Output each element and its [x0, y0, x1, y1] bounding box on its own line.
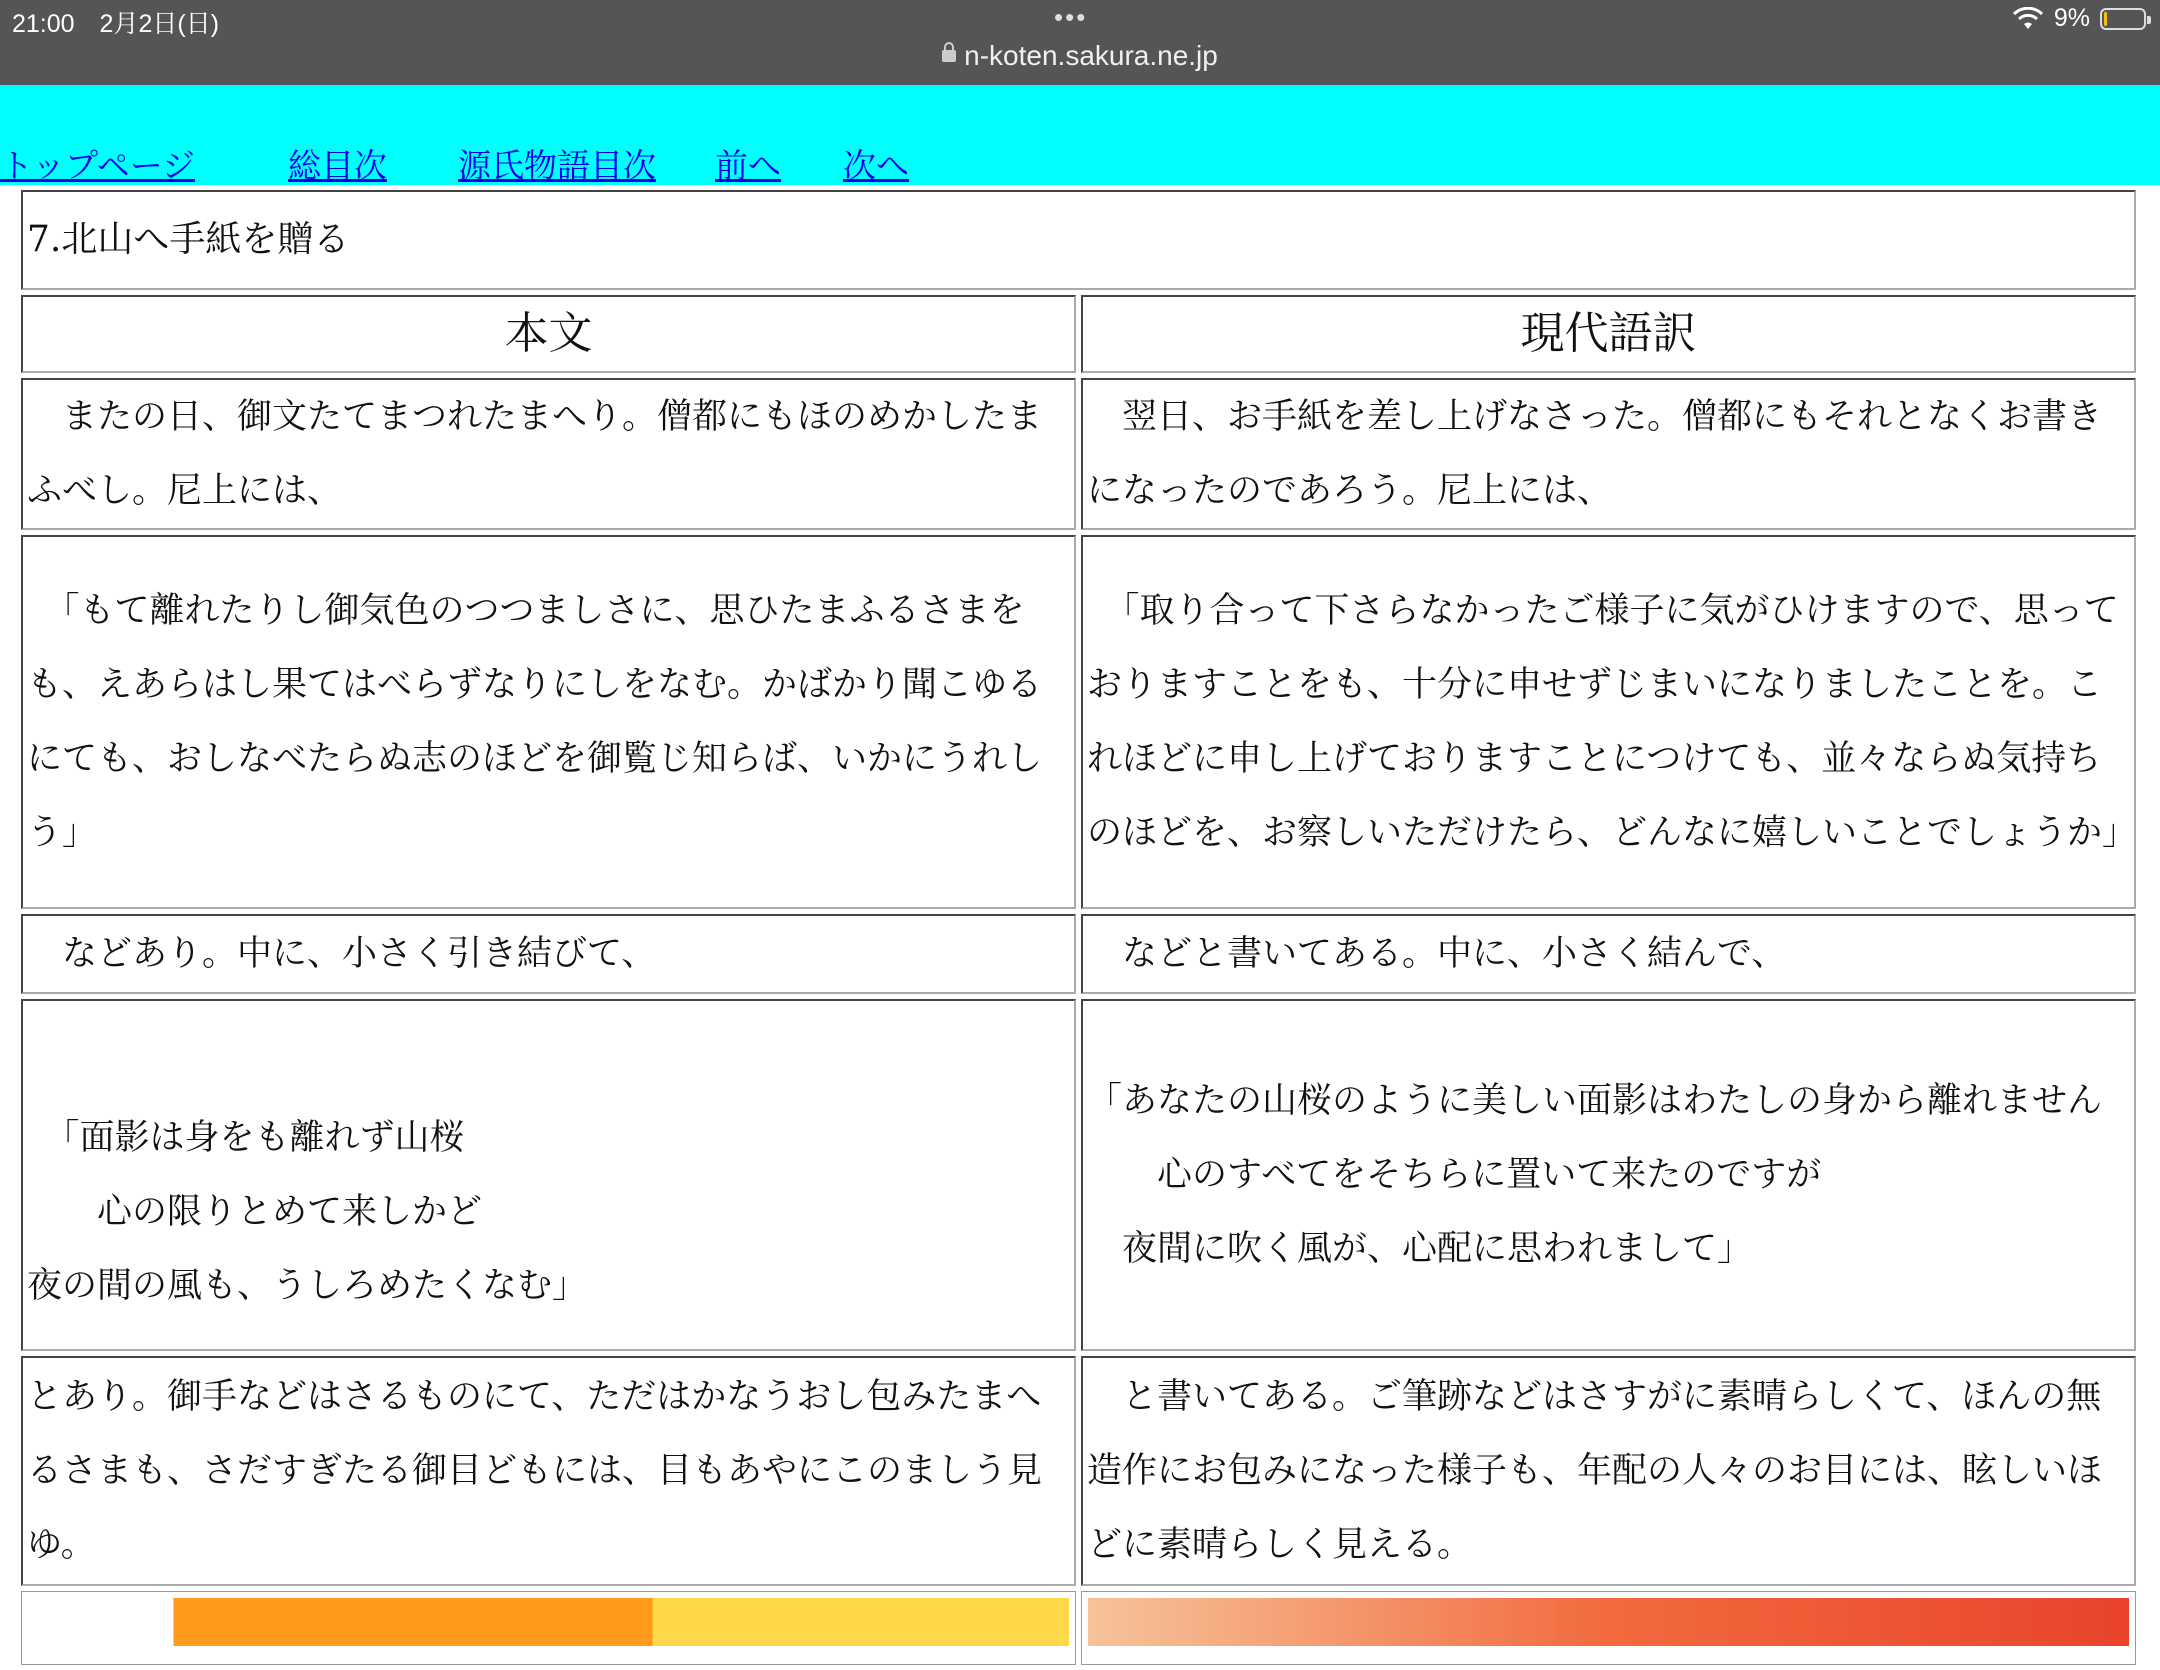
- translation-text: と書いてある。ご筆跡などはさすがに素晴らしくて、ほんの無造作にお包みになった様子も、年配の人々のお目には、眩しいほどに素晴らしく見える。: [1087, 1377, 2103, 1565]
- nav-link-next[interactable]: 次へ: [843, 146, 909, 185]
- header-row: [21, 295, 2136, 373]
- ad-banner-left-cell: [21, 1591, 1076, 1665]
- parallel-text-table: [16, 185, 2141, 1670]
- site-nav-bar: [0, 85, 2160, 185]
- address-bar[interactable]: [0, 40, 2160, 80]
- ad-banner-left[interactable]: [28, 1598, 1069, 1646]
- ad-row: [21, 1591, 2136, 1665]
- battery-percent: 9%: [2053, 4, 2090, 32]
- title-row: [21, 190, 2136, 290]
- multitask-dots-icon[interactable]: •••: [1054, 2, 1088, 32]
- wifi-icon: [2012, 7, 2044, 31]
- translation-text: 翌日、お手紙を差し上げなさった。僧都にもそれとなくお書きになったのであろう。尼上には、: [1087, 397, 2103, 511]
- translation-text-cell: [1081, 535, 2136, 909]
- nav-link-top-page[interactable]: トップページ: [0, 146, 196, 185]
- nav-link-genji-contents[interactable]: 源氏物語目次: [458, 146, 656, 185]
- battery-level: [2104, 12, 2107, 26]
- table-row: [21, 914, 2136, 994]
- original-text: とあり。御手などはさるものにて、ただはかなうおし包みたまへるさまも、さだすぎたる御目どもには、目もあやにこのましう見ゆ。: [27, 1377, 1043, 1565]
- translation-text-cell: [1081, 378, 2136, 530]
- translation-text-cell: [1081, 914, 2136, 994]
- status-time: 21:00 2月2日(日): [12, 10, 220, 38]
- table-row: [21, 999, 2136, 1351]
- translation-text: 「取り合って下さらなかったご様子に気がひけますので、思っておりますことをも、十分に申せずじまいになりましたことを。これほどに申し上げておりますことにつけても、並々ならぬ気持ちのほどを、お察しいただけたら、どんなに嬉しいことでしょうか」: [1087, 591, 2138, 853]
- original-text-cell: [21, 535, 1076, 909]
- nav-link-prev[interactable]: 前へ: [715, 146, 781, 185]
- original-text-cell: [21, 999, 1076, 1351]
- section-title: 7.北山へ手紙を贈る: [21, 190, 2136, 290]
- translation-text-cell: [1081, 1356, 2136, 1586]
- status-bar: [0, 0, 2160, 85]
- battery-icon: [2100, 8, 2146, 30]
- header-original: 本文: [21, 295, 1076, 373]
- status-indicators: [2012, 4, 2146, 33]
- original-text-cell: [21, 1356, 1076, 1586]
- ad-banner-right-cell: [1081, 1591, 2136, 1665]
- original-text: などあり。中に、小さく引き結びて、: [27, 934, 657, 974]
- original-text-cell: [21, 378, 1076, 530]
- table-row: [21, 1356, 2136, 1586]
- translation-text-cell: [1081, 999, 2136, 1351]
- lock-icon: [942, 50, 956, 62]
- translation-text: 「あなたの山桜のように美しい面影はわたしの身から離れません 心のすべてをそちらに置いて来たのですが 夜間に吹く風が、心配に思われまして」: [1087, 1081, 2103, 1269]
- original-text: 「もて離れたりし御気色のつつましさに、思ひたまふるさまをも、えあらはし果てはべらずなりにしをなむ。かばかり聞こゆるにても、おしなべたらぬ志のほどを御覧じ知らば、いかにうれしう」: [27, 591, 1043, 853]
- ad-banner-right[interactable]: [1088, 1598, 2129, 1646]
- original-text: 「面影は身をも離れず山桜 心の限りとめて来しかど 夜の間の風も、うしろめたくなむ」: [27, 1118, 588, 1306]
- text-content: [20, 185, 2140, 1670]
- table-row: [21, 378, 2136, 530]
- original-text: またの日、御文たてまつれたまへり。僧都にもほのめかしたまふべし。尼上には、: [27, 397, 1043, 511]
- header-translation: 現代語訳: [1081, 295, 2136, 373]
- table-row: [21, 535, 2136, 909]
- original-text-cell: [21, 914, 1076, 994]
- url-text: n-koten.sakura.ne.jp: [964, 40, 1218, 71]
- nav-link-contents[interactable]: 総目次: [288, 146, 387, 185]
- translation-text: などと書いてある。中に、小さく結んで、: [1087, 934, 1787, 974]
